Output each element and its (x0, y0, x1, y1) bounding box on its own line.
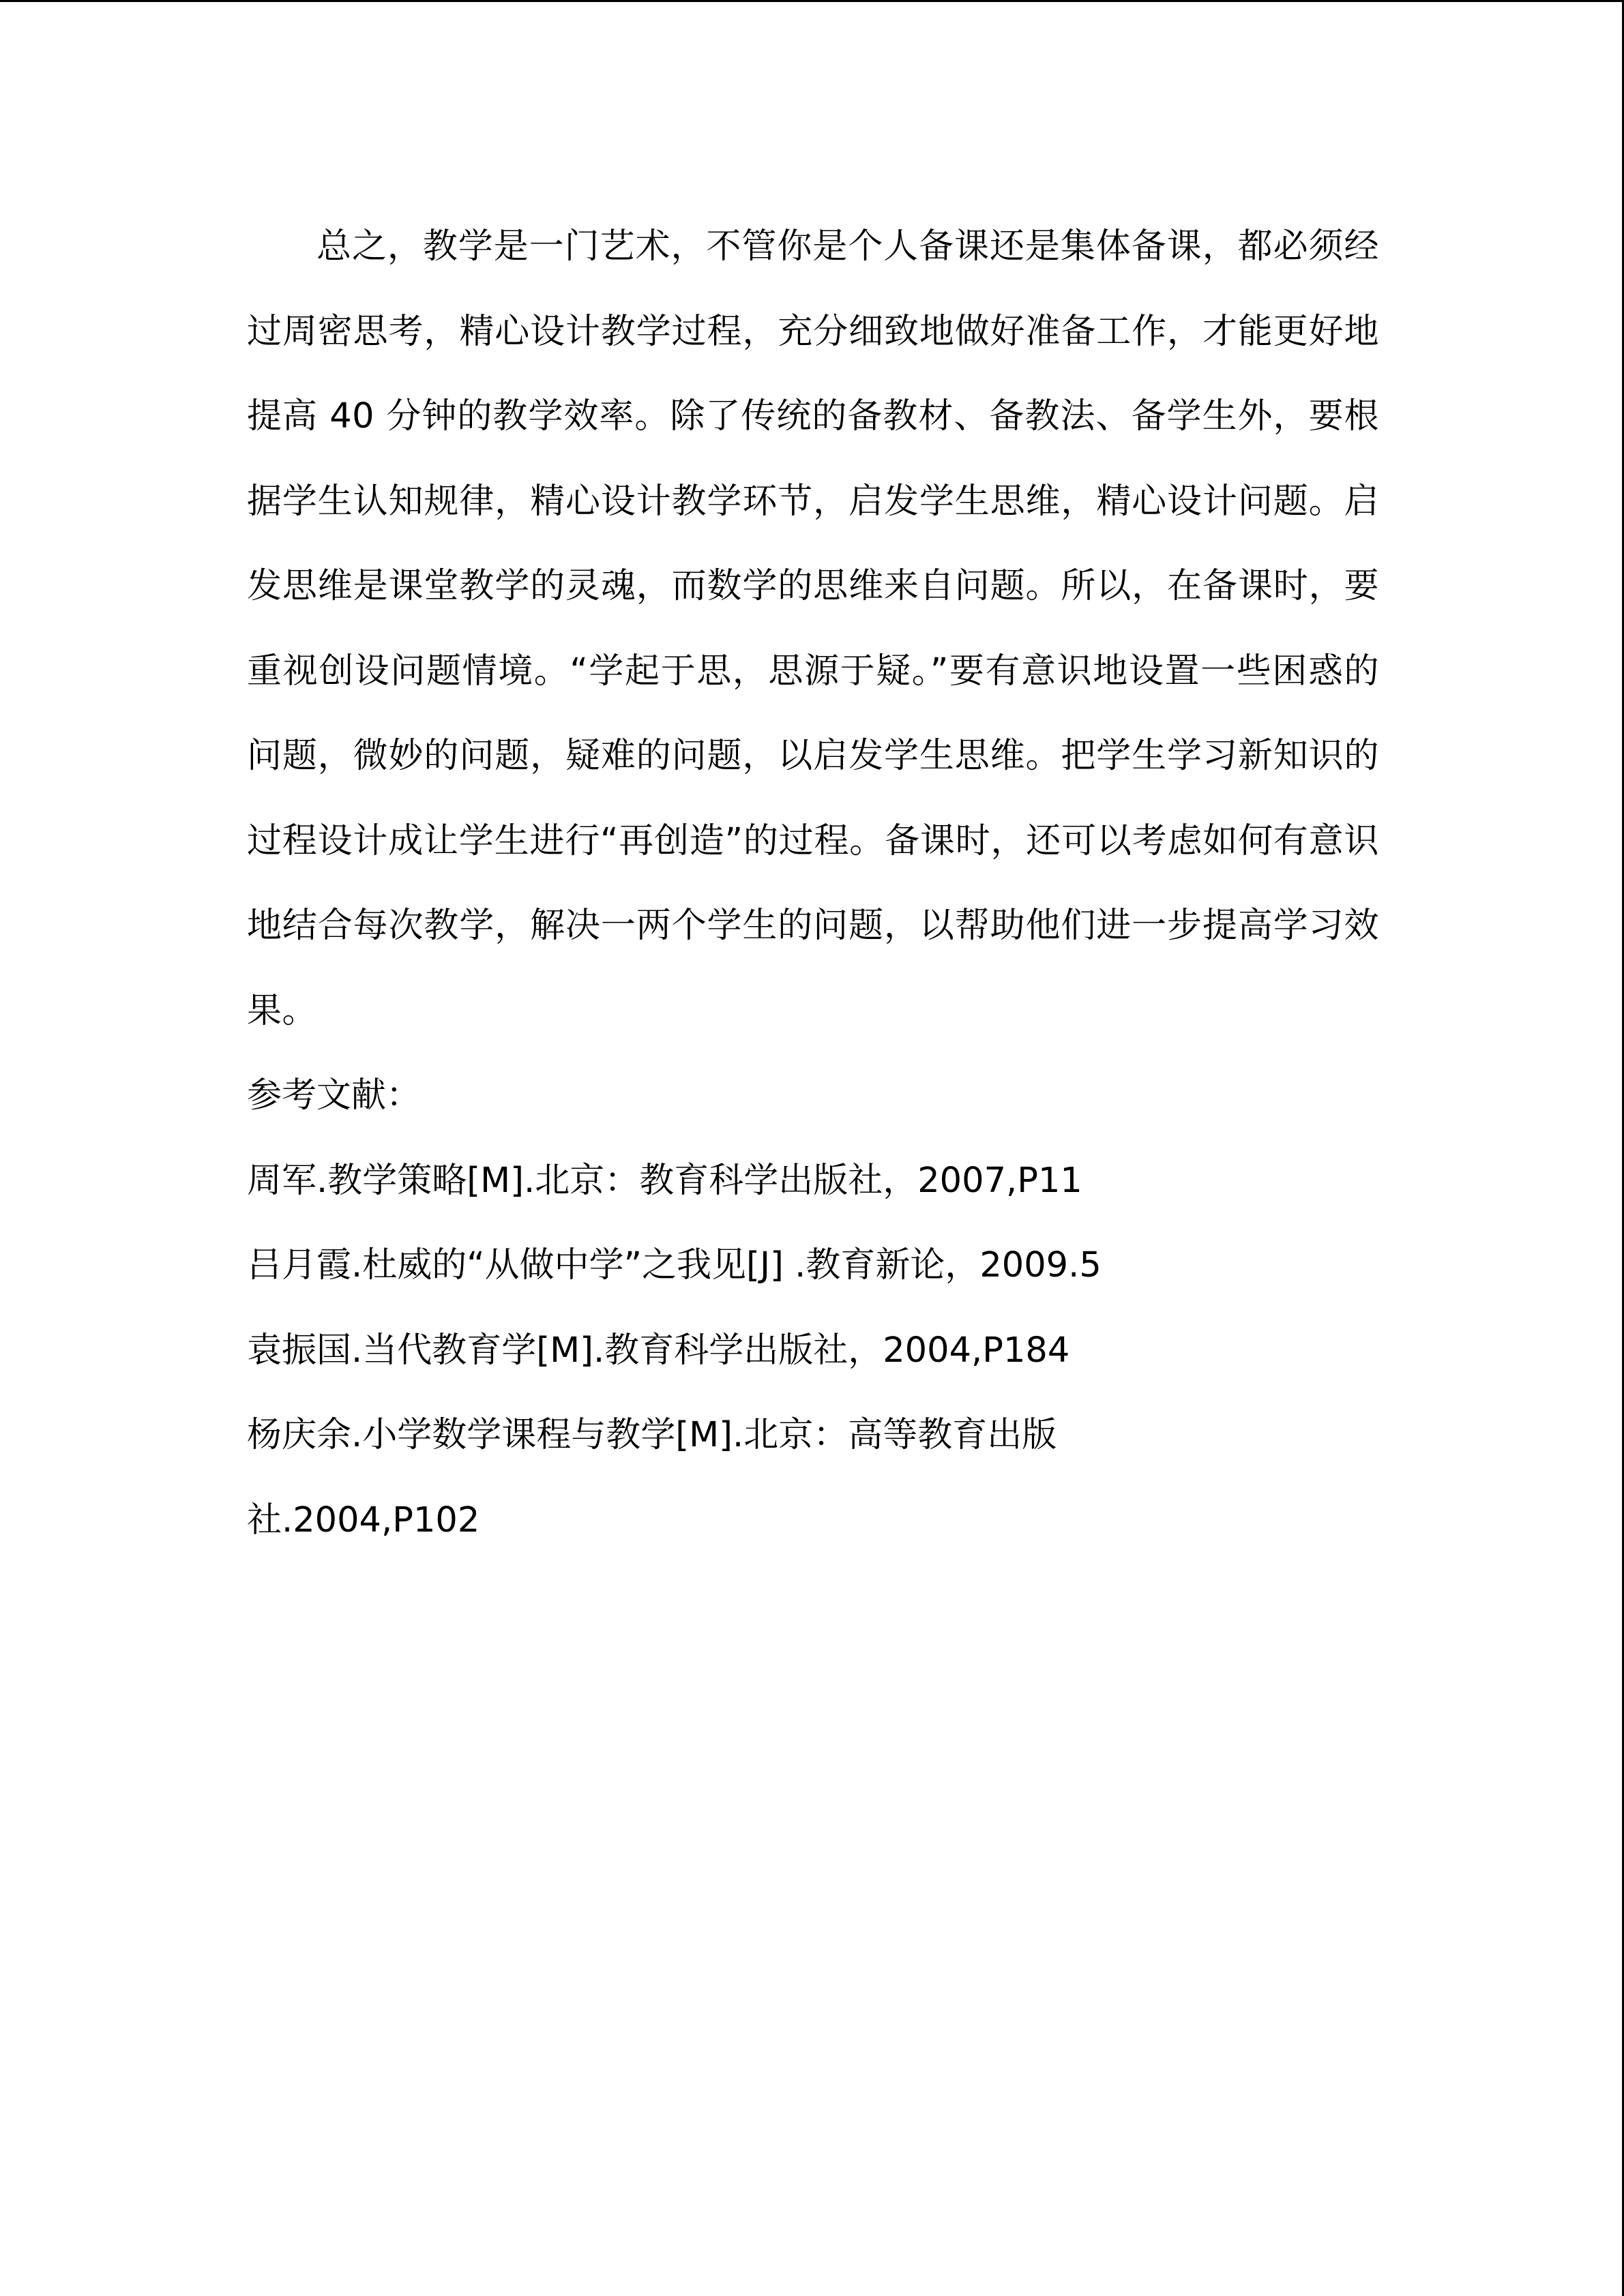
reference-item: 吕月霞.杜威的“从做中学”之我见[J] .教育新论，2009.5 (247, 1245, 1102, 1285)
reference-item: 袁振国.当代教育学[M].教育科学出版社，2004,P184 (247, 1330, 1070, 1371)
references-heading: 参考文献： (247, 1075, 422, 1116)
page-top-border (0, 0, 1624, 2)
reference-item: 周军.教学策略[M].北京：教育科学出版社，2007,P11 (247, 1160, 1082, 1201)
reference-item-continuation: 社.2004,P102 (247, 1500, 480, 1540)
reference-item: 杨庆余.小学数学课程与教学[M].北京：高等教育出版 (247, 1415, 1057, 1455)
references-list (247, 1139, 1379, 1564)
body-paragraph: 总之，教学是一门艺术，不管你是个人备课还是集体备课，都必须经过周密思考，精心设计教学过程，充分细致地做好准备工作，才能更好地提高 40 分钟的教学效率。除了传统的备教材、备教法、备学生外，要根据学生认知规律，精心设计教学环节，启发学生思维，精心设计问题。启发思维是课堂教学的灵魂，而数学的思维来自问题。所以，在备课时，要重视创设问题情境。“学起于思，思源于疑。”要有意识地设置一些困惑的问题，微妙的问题，疑难的问题，以启发学生思维。把学生学习新知识的过程设计成让学生进行“再创造”的过程。备课时，还可以考虑如何有意识地结合每次教学，解决一两个学生的问题，以帮助他们进一步提高学习效果。 (247, 226, 1379, 1031)
page-content (247, 205, 1379, 1563)
